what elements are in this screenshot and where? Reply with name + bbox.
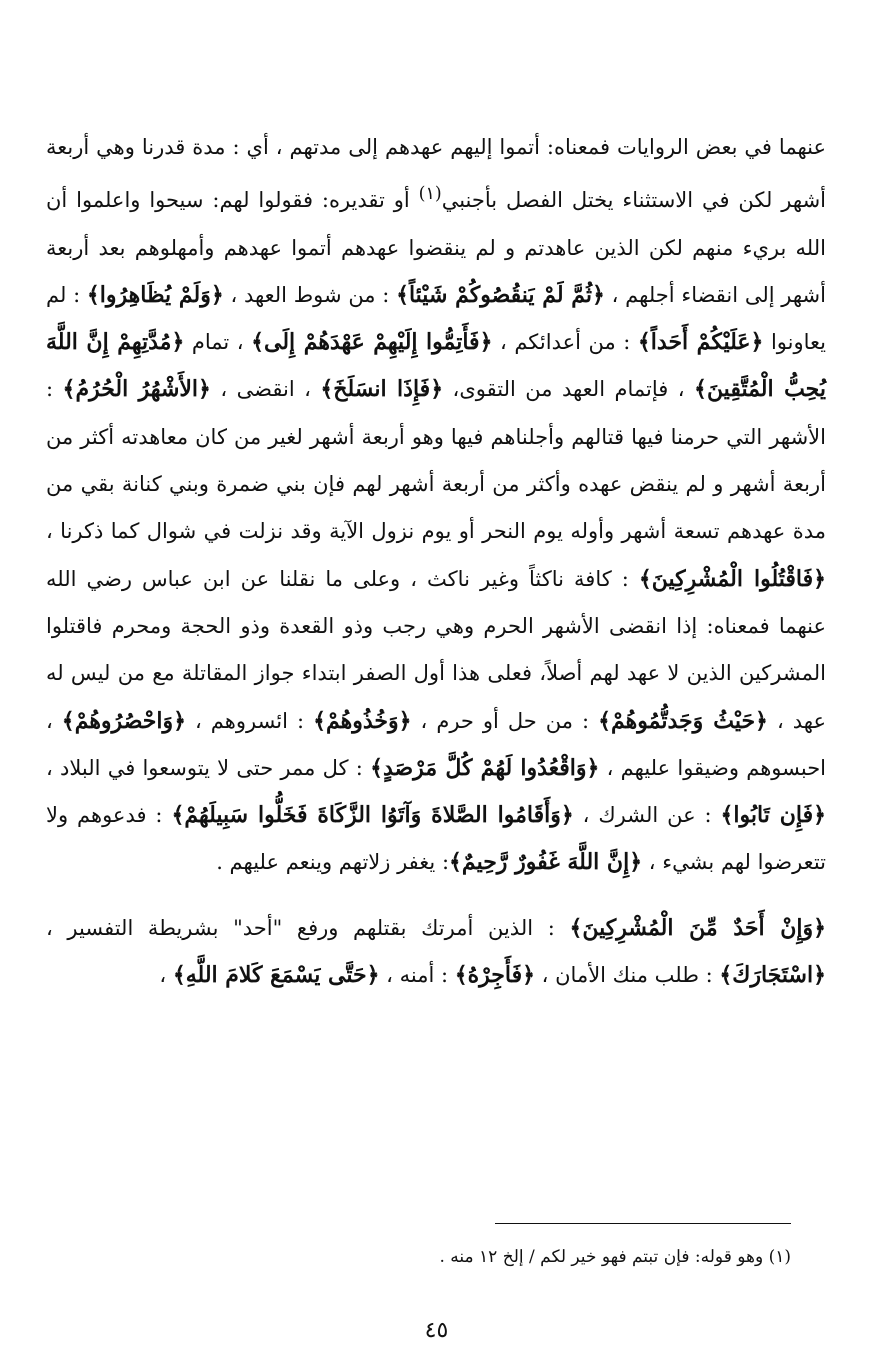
- text-segment: : فدعوهم ولا تتعرضوا لهم بشيء ،: [46, 803, 826, 875]
- text-segment: : من حل أو حرم ،: [411, 708, 599, 733]
- text-segment: : أمنه ،: [379, 963, 455, 988]
- text-segment: : من شوط العهد ،: [223, 282, 397, 307]
- quran-quote: ﴿حَتَّى يَسْمَعَ كَلامَ اللَّهِ﴾: [172, 962, 380, 989]
- quran-quote: ﴿فَإِن تَابُوا﴾: [720, 802, 826, 829]
- text-segment: : عن الشرك ،: [573, 803, 721, 828]
- quran-quote: ﴿عَلَيْكُمْ أَحَداً﴾: [637, 329, 764, 356]
- text-segment: : طلب منك الأمان ،: [535, 963, 720, 988]
- quran-quote: ﴿فَإِذَا انسَلَخَ﴾: [320, 376, 444, 403]
- quran-quote: ﴿وَلَمْ يُظَاهِرُوا﴾: [86, 281, 224, 308]
- footnote-marker: (١): [418, 184, 442, 205]
- text-segment: : كل ممر حتى لا يتوسعوا في البلاد ،: [46, 755, 371, 780]
- quran-quote: ﴿وَإِنْ أَحَدٌ مِّنَ الْمُشْرِكِينَ﴾: [569, 914, 826, 941]
- text-segment: : كافة ناكثاً وغير ناكث ، وعلى ما نقلنا عن ابن عباس رضي الله عنهما فمعناه: إذا انقضى الأشهر الحرم وهي رجب وذو القعدة وذو الحجة ومحرم فاقتلوا المشركين الذين لا عهد لهم أصلاً، فعلى هذا أول الصفر ابتداء جواز المقاتلة مع من ليس له عهد ،: [46, 566, 826, 733]
- tafsir-body-text: [46, 124, 826, 999]
- text-segment: عنهما في بعض الروايات فمعناه: أتموا إليهم عهدهم إلى مدتهم ، أي : مدة قدرنا وهي أربعة أشهر لكن في الاستثناء يختل الفصل بأجنبي: [46, 135, 826, 213]
- quran-quote: ﴿وَأَقَامُوا الصَّلاةَ وَآتَوُا الزَّكَاةَ فَخَلُّوا سَبِيلَهُمْ﴾: [171, 802, 574, 829]
- paragraph-1: [46, 124, 826, 887]
- quran-quote: ﴿اسْتَجَارَكَ﴾: [719, 962, 826, 989]
- quran-quote: ﴿الأَشْهُرُ الْحُرُمُ﴾: [62, 376, 211, 403]
- text-segment: : ائسروهم ،: [186, 708, 314, 733]
- quran-quote: ﴿إِنَّ اللَّهَ غَفُورٌ رَّحِيمٌ﴾: [449, 849, 643, 876]
- text-segment: ، احبسوهم وضيقوا عليهم ،: [46, 708, 827, 780]
- quran-quote: ﴿وَخُذُوهُمْ﴾: [313, 707, 412, 734]
- text-segment: : من أعدائكم ،: [492, 330, 638, 355]
- text-segment: ، فإتمام العهد من التقوى،: [443, 377, 695, 402]
- quran-quote: ﴿فَاقْتُلُوا الْمُشْرِكِينَ﴾: [638, 565, 826, 592]
- quran-quote: ﴿وَاقْعُدُوا لَهُمْ كُلَّ مَرْصَدٍ﴾: [370, 754, 600, 781]
- text-segment: : الأشهر التي حرمنا فيها قتالهم وأجلناهم فيها وهو أربعة أشهر لغير من كان معاهدته أكثر من أربعة أشهر و لم ينقض عهده وأكثر من أربعة أشهر لهم فإن بني ضمرة وبني كنانة بقي من مدة عهدهم تسعة أشهر وأوله يوم النحر أو يوم نزول الآية وقد نزلت في شوال كما ذكرنا ،: [46, 377, 826, 544]
- text-segment: ، انقضى ،: [210, 377, 321, 402]
- quran-quote: ﴿فَأَتِمُّوا إِلَيْهِمْ عَهْدَهُمْ إِلَى﴾: [251, 329, 493, 356]
- text-segment: ، تمام: [184, 330, 252, 355]
- paragraph-2: [46, 905, 826, 1000]
- footnote: (١) وهو قوله: فإن تبتم فهو خير لكم / إلخ ١٢ منه .: [439, 1247, 791, 1267]
- page-number: ٤٥: [424, 1318, 449, 1343]
- footnote-separator: [495, 1223, 791, 1224]
- quran-quote: ﴿وَاحْصُرُوهُمْ﴾: [61, 707, 186, 734]
- quran-quote: ﴿فَأَجِرْهُ﴾: [454, 962, 535, 989]
- text-segment: : لم يعاونوا: [46, 282, 827, 355]
- text-segment: أو تقديره: فقولوا لهم: سيحوا واعلموا أن الله بريء منهم لكن الذين عاهدتم و لم ينقضوا عهدهم أتموا عهدهم وأمهلوهم بعد أربعة أشهر إلى انقضاء أجلهم ،: [46, 188, 826, 307]
- text-segment: : يغفر زلاتهم وينعم عليهم .: [216, 850, 450, 875]
- quran-quote: ﴿حَيْثُ وَجَدتُّمُوهُمْ﴾: [598, 707, 768, 734]
- text-segment: ،: [159, 963, 173, 988]
- quran-quote: ﴿مُدَّتِهِمْ إِنَّ اللَّهَ يُحِبُّ الْمُتَّقِينَ﴾: [46, 329, 826, 403]
- quran-quote: ﴿ثُمَّ لَمْ يَنقُصُوكُمْ شَيْئاً﴾: [396, 281, 605, 308]
- text-segment: : الذين أمرتك بقتلهم ورفع "أحد" بشريطة التفسير ،: [46, 915, 570, 940]
